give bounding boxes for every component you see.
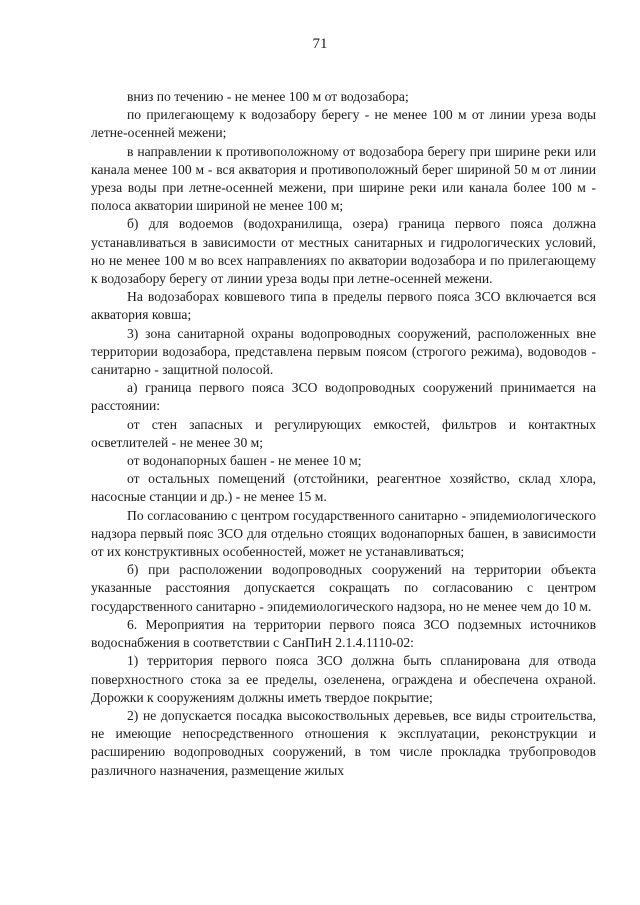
paragraph: от водонапорных башен - не менее 10 м; (127, 453, 362, 469)
paragraph: 6. Мероприятия на территории первого пояса ЗСО подземных источников водоснабжения в соответствии с СанПиН 2.1.4.1110-02: (91, 616, 596, 651)
paragraph: 2) не допускается посадка высокоствольных деревьев, все виды строительства, не имеющие непосредственного отношения к эксплуатации, реконструкции и расширению водопроводных сооружений, в том числе прокладка трубопроводов различного назначения, размещение жилых (91, 707, 596, 778)
paragraph: б) при расположении водопроводных сооружений на территории объекта указанные расстояния допускается сокращать по согласованию с центром государственного санитарно - эпидемиологического надзора, но не менее чем до 10 м. (91, 562, 596, 614)
paragraph: На водозаборах ковшевого типа в пределы первого пояса ЗСО включается вся акватория ковша; (91, 289, 596, 323)
document-body (91, 88, 596, 780)
paragraph: от остальных помещений (отстойники, реагентное хозяйство, склад хлора, насосные станции и др.) - не менее 15 м. (91, 471, 596, 505)
paragraph: от стен запасных и регулирующих емкостей, фильтров и контактных осветлителей - не менее 30 м; (91, 416, 596, 450)
paragraph: в направлении к противоположному от водозабора берегу при ширине реки или канала менее 100 м - вся акватория и противоположный берег шириной 50 м от линии уреза воды при летне-осенней межени, при ширине реки или канала более 100 м - полоса акватории шириной не менее 100 м; (91, 143, 596, 214)
paragraph: а) граница первого пояса ЗСО водопроводных сооружений принимается на расстоянии: (91, 380, 596, 414)
page-number: 71 (312, 36, 328, 52)
paragraph: б) для водоемов (водохранилища, озера) граница первого пояса должна устанавливаться в зависимости от местных санитарных и гидрологических условий, но не менее 100 м во всех направлениях по акватории водозабора и по прилегающему к водозабору берегу от линии уреза воды при летне-осенней межени. (91, 216, 596, 287)
paragraph: по прилегающему к водозабору берегу - не менее 100 м от линии уреза воды летне-осенней межени; (91, 107, 596, 141)
paragraph: 1) территория первого пояса ЗСО должна быть спланирована для отвода поверхностного стока за ее пределы, озеленена, ограждена и обеспечена охраной. Дорожки к сооружениям должны иметь твердое покрытие; (91, 653, 596, 705)
paragraph: вниз по течению - не менее 100 м от водозабора; (127, 89, 409, 104)
paragraph: 3) зона санитарной охраны водопроводных сооружений, расположенных вне территории водозабора, представлена первым поясом (строгого режима), водоводов - санитарно - защитной полосой. (91, 325, 596, 378)
paragraph: По согласованию с центром государственного санитарно - эпидемиологического надзора первый пояс ЗСО для отдельно стоящих водонапорных башен, в зависимости от их конструктивных особенностей, может не устанавливаться; (91, 507, 596, 560)
